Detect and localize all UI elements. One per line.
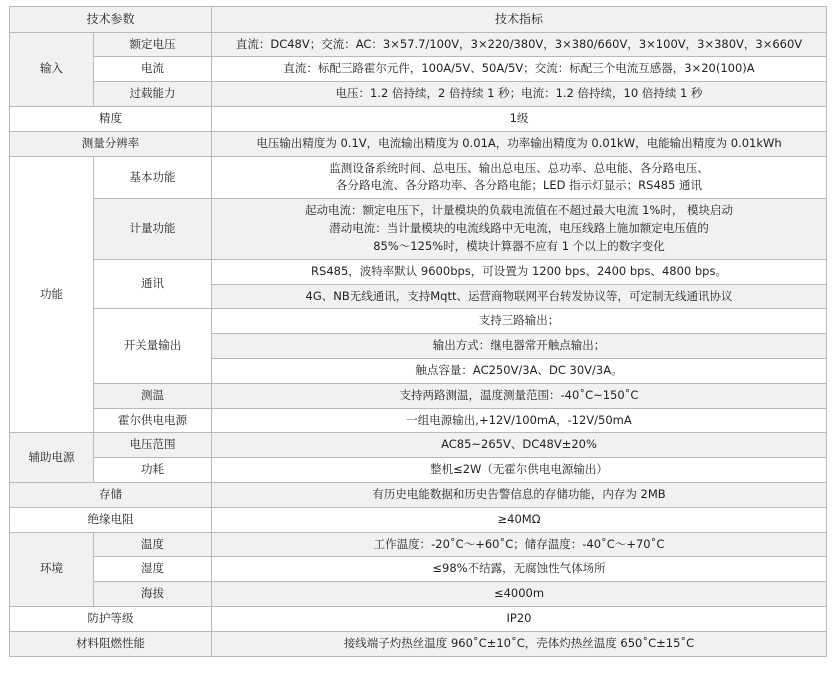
table-row [10, 383, 827, 408]
item-value-cell: 4G、NB无线通讯，支持Mqtt、运营商物联网平台转发协议等，可定制无线通讯协议 [212, 284, 827, 309]
item-value-cell: 输出方式：继电器常开触点输出； [212, 334, 827, 359]
table-header-row [10, 7, 827, 33]
item-value-cell: 触点容量：AC250V/3A、DC 30V/3A。 [212, 358, 827, 383]
header-cell-parameter: 技术参数 [10, 7, 212, 33]
spec-table-body [10, 7, 827, 657]
table-row [10, 507, 827, 532]
group-label-cell: 绝缘电阻 [10, 507, 212, 532]
item-label-cell: 过载能力 [94, 82, 212, 107]
item-value-cell: ≤98%不结露，无腐蚀性气体场所 [212, 557, 827, 582]
group-label-cell: 存储 [10, 483, 212, 508]
group-label-cell: 环境 [10, 532, 94, 606]
item-label-cell: 湿度 [94, 557, 212, 582]
group-label-cell: 功能 [10, 156, 94, 433]
item-value-cell: 一组电源输出,+12V/100mA，-12V/50mA [212, 408, 827, 433]
item-label-cell: 电流 [94, 57, 212, 82]
item-value-cell: 有历史电能数据和历史告警信息的存储功能，内存为 2MB [212, 483, 827, 508]
group-label-cell: 材料阻燃性能 [10, 631, 212, 656]
item-value-cell: 监测设备系统时间、总电压、输出总电压、总功率、总电能、各分路电压、 各分路电流、各分路功率、各分路电能；LED 指示灯显示；RS485 通讯 [212, 156, 827, 199]
group-label-cell: 精度 [10, 107, 212, 132]
table-row [10, 557, 827, 582]
table-row [10, 82, 827, 107]
item-label-cell: 测温 [94, 383, 212, 408]
item-value-cell: ≤4000m [212, 582, 827, 607]
item-label-cell: 霍尔供电电源 [94, 408, 212, 433]
table-row [10, 631, 827, 656]
item-label-cell: 计量功能 [94, 199, 212, 259]
item-label-cell: 通讯 [94, 259, 212, 309]
table-row [10, 408, 827, 433]
item-value-cell: 支持两路测温，温度测量范围：-40˚C~150˚C [212, 383, 827, 408]
item-value-cell: 支持三路输出； [212, 309, 827, 334]
item-label-cell: 开关量输出 [94, 309, 212, 383]
item-value-cell: 工作温度：-20˚C～+60˚C；储存温度：-40˚C～+70˚C [212, 532, 827, 557]
table-row [10, 57, 827, 82]
item-label-cell: 温度 [94, 532, 212, 557]
table-row [10, 532, 827, 557]
item-value-cell: IP20 [212, 607, 827, 632]
item-value-cell: 1级 [212, 107, 827, 132]
table-row [10, 131, 827, 156]
item-label-cell: 功耗 [94, 458, 212, 483]
item-value-cell: 直流：DC48V；交流：AC：3×57.7/100V，3×220/380V，3×380/660V，3×100V，3×380V，3×660V [212, 32, 827, 57]
item-value-cell: 接线端子灼热丝温度 960˚C±10˚C，壳体灼热丝温度 650˚C±15˚C [212, 631, 827, 656]
table-row [10, 107, 827, 132]
item-value-cell: 电压输出精度为 0.1V，电流输出精度为 0.01A，功率输出精度为 0.01kW，电能输出精度为 0.01kWh [212, 131, 827, 156]
item-label-cell: 额定电压 [94, 32, 212, 57]
item-value-cell: ≥40MΩ [212, 507, 827, 532]
specification-table [9, 6, 827, 657]
item-label-cell: 电压范围 [94, 433, 212, 458]
table-row [10, 156, 827, 199]
table-row [10, 32, 827, 57]
item-value-cell: 电压：1.2 倍持续，2 倍持续 1 秒；电流：1.2 倍持续，10 倍持续 1 秒 [212, 82, 827, 107]
table-row [10, 458, 827, 483]
item-value-cell: 直流：标配三路霍尔元件，100A/5V、50A/5V；交流：标配三个电流互感器，3×20(100)A [212, 57, 827, 82]
item-label-cell: 海拔 [94, 582, 212, 607]
table-row [10, 582, 827, 607]
item-value-cell: 整机≤2W（无霍尔供电电源输出） [212, 458, 827, 483]
table-row [10, 199, 827, 259]
table-row [10, 433, 827, 458]
table-row [10, 607, 827, 632]
item-value-cell: 起动电流：额定电压下，计量模块的负载电流值在不超过最大电流 1%时， 模块启动 潜动电流：当计量模块的电流线路中无电流，电压线路上施加额定电压值的 85%～125%时，模块计算器不应有 1 个以上的数字变化 [212, 199, 827, 259]
item-label-cell: 基本功能 [94, 156, 212, 199]
table-row [10, 483, 827, 508]
item-value-cell: AC85~265V、DC48V±20% [212, 433, 827, 458]
table-row [10, 259, 827, 284]
group-label-cell: 防护等级 [10, 607, 212, 632]
group-label-cell: 测量分辨率 [10, 131, 212, 156]
group-label-cell: 输入 [10, 32, 94, 106]
group-label-cell: 辅助电源 [10, 433, 94, 483]
item-value-cell: RS485，波特率默认 9600bps，可设置为 1200 bps、2400 bps、4800 bps。 [212, 259, 827, 284]
table-row [10, 309, 827, 334]
header-cell-index: 技术指标 [212, 7, 827, 33]
